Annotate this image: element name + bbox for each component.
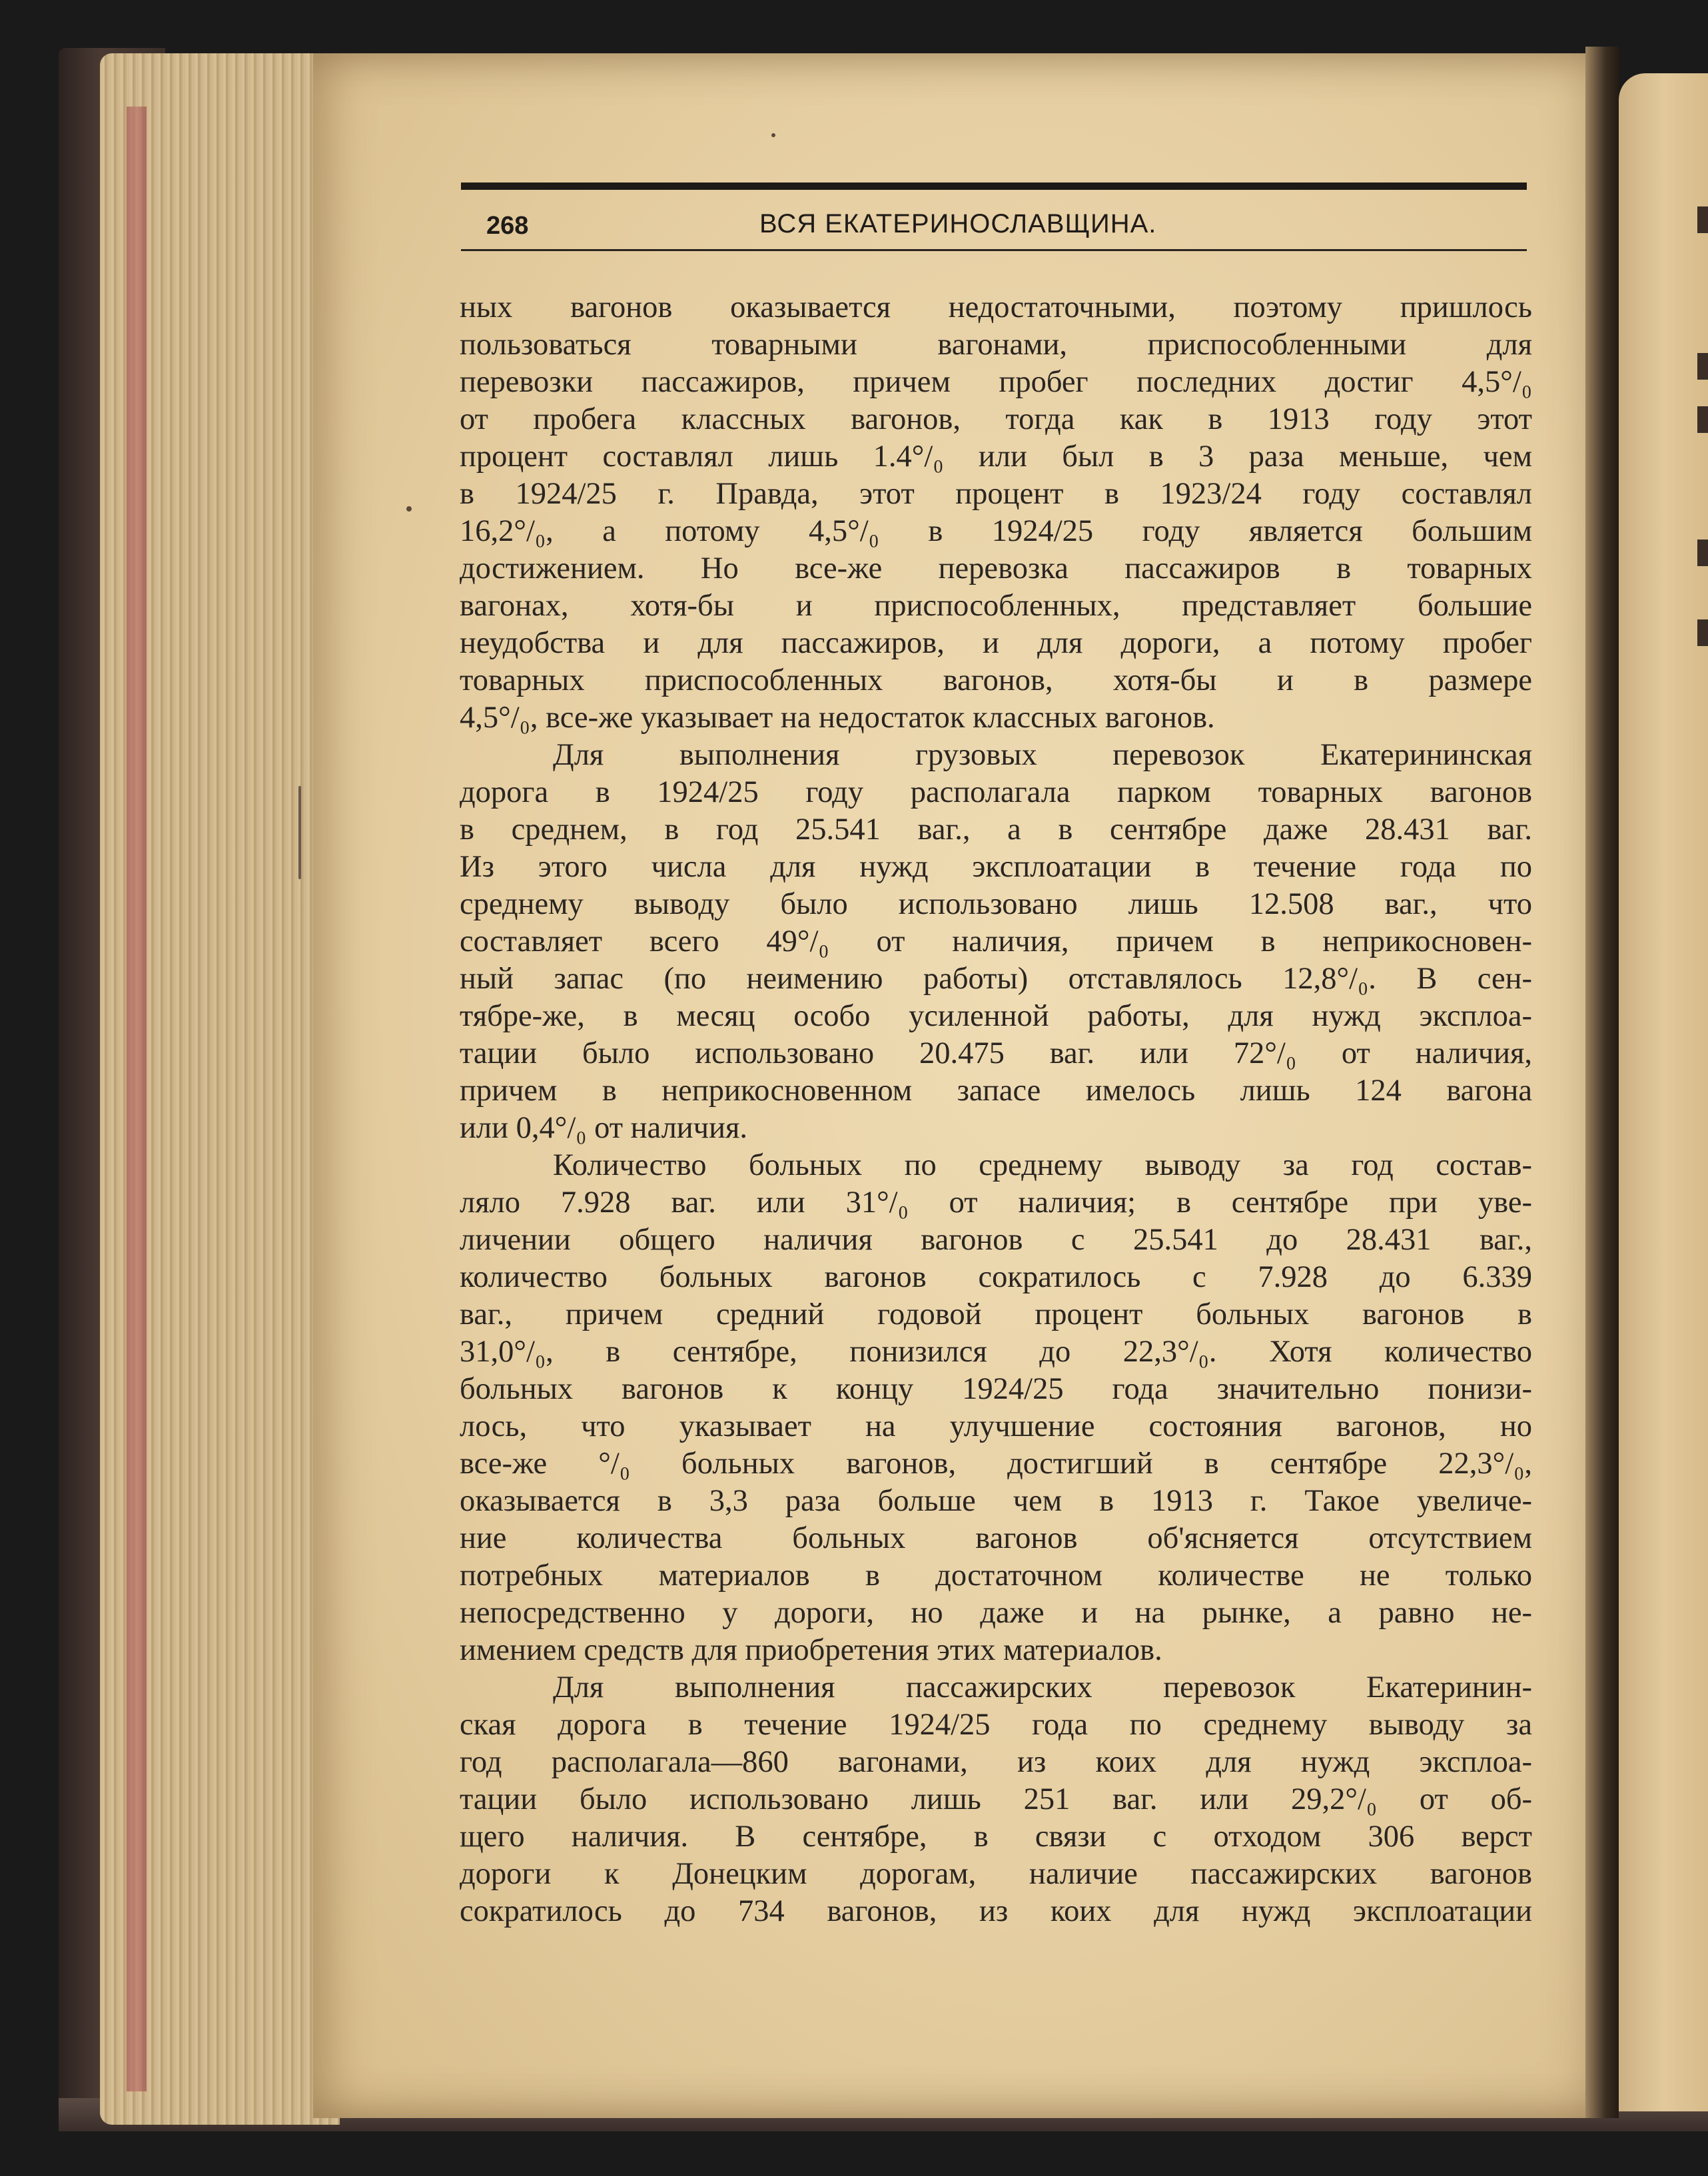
text-line: ваг., причем средний годовой процент больных вагонов в	[460, 1297, 1532, 1331]
text-line: дороги к Донецким дорогам, наличие пассажирских вагонов	[460, 1857, 1532, 1891]
text-line: тации было использовано лишь 251 ваг. или 29,2°/₀ от об-	[460, 1782, 1532, 1816]
text-line: ный запас (по неимению работы) отставлялось 12,8°/₀. В сен-	[460, 962, 1532, 996]
text-line: неудобства и для пассажиров, и для дороги, а потому пробег	[460, 626, 1532, 660]
facing-page-glyph	[1697, 206, 1708, 233]
text-line: составляет всего 49°/₀ от наличия, причем в неприкосновен-	[460, 924, 1532, 958]
facing-page-glyph	[1697, 540, 1708, 566]
facing-page-glyph	[1697, 406, 1708, 433]
text-line: товарных приспособленных вагонов, хотя-бы и в размере	[460, 663, 1532, 697]
text-line: щего наличия. В сентябре, в связи с отходом 306 верст	[460, 1820, 1532, 1854]
text-line: Количество больных по среднему выводу за год состав-	[553, 1148, 1532, 1182]
text-line: количество больных вагонов сократилось с 7.928 до 6.339	[460, 1260, 1532, 1294]
scan-speck	[771, 133, 775, 137]
facing-page-glyph	[1697, 619, 1708, 646]
text-line: в среднем, в год 25.541 ваг., а в сентябре даже 28.431 ваг.	[460, 813, 1532, 847]
text-line: в 1924/25 г. Правда, этот процент в 1923/24 году составлял	[460, 477, 1532, 511]
text-line: перевозки пассажиров, причем пробег последних достиг 4,5°/₀	[460, 365, 1532, 399]
text-line: достижением. Но все-же перевозка пассажиров в товарных	[460, 551, 1532, 585]
header-rule-thick	[461, 182, 1527, 190]
text-line: год располагала—860 вагонами, из коих для нужд эксплоа-	[460, 1745, 1532, 1779]
facing-page-glyph	[1697, 353, 1708, 380]
text-line: Для выполнения пассажирских перевозок Екатеринин-	[553, 1670, 1532, 1704]
text-line: ляло 7.928 ваг. или 31°/₀ от наличия; в сентябре при уве-	[460, 1186, 1532, 1220]
text-line: 4,5°/₀, все-же указывает на недостаток классных вагонов.	[460, 701, 1215, 735]
text-line: тации было использовано 20.475 ваг. или 72°/₀ от наличия,	[460, 1036, 1532, 1070]
text-line: ных вагонов оказывается недостаточными, поэтому пришлось	[460, 290, 1532, 324]
text-line: от пробега классных вагонов, тогда как в 1913 году этот	[460, 402, 1532, 436]
margin-pencil-mark	[298, 786, 301, 879]
page-number: 268	[486, 212, 529, 240]
text-line: процент составлял лишь 1.4°/₀ или был в 3 раза меньше, чем	[460, 440, 1532, 474]
text-line: имением средств для приобретения этих материалов.	[460, 1633, 1162, 1667]
header-rule-thin	[461, 249, 1527, 251]
text-line: дорога в 1924/25 году располагала парком товарных вагонов	[460, 775, 1532, 809]
text-line: ская дорога в течение 1924/25 года по среднему выводу за	[460, 1708, 1532, 1742]
text-line: 31,0°/₀, в сентябре, понизился до 22,3°/₀. Хотя количество	[460, 1335, 1532, 1369]
body-text	[460, 289, 1532, 1930]
text-line: оказывается в 3,3 раза больше чем в 1913 г. Такое увеличе-	[460, 1484, 1532, 1518]
text-line: пользоваться товарными вагонами, приспособленными для	[460, 328, 1532, 362]
text-line: сократилось до 734 вагонов, из коих для нужд эксплоатации	[460, 1894, 1532, 1928]
text-line: все-же °/₀ больных вагонов, достигший в сентябре 22,3°/₀,	[460, 1447, 1532, 1481]
running-head: ВСЯ ЕКАТЕРИНОСЛАВЩИНА.	[759, 209, 1157, 238]
facing-page-edge	[1619, 73, 1708, 2111]
text-line: ние количества больных вагонов об'ясняется отсутствием	[460, 1521, 1532, 1555]
text-line: больных вагонов к концу 1924/25 года значительно понизи-	[460, 1372, 1532, 1406]
scan-speck	[406, 506, 412, 512]
text-line: Из этого числа для нужд эксплоатации в течение года по	[460, 850, 1532, 884]
text-line: непосредственно у дороги, но даже и на рынке, а равно не-	[460, 1596, 1532, 1630]
text-line: Для выполнения грузовых перевозок Екатерининская	[553, 738, 1532, 772]
text-line: 16,2°/₀, а потому 4,5°/₀ в 1924/25 году является большим	[460, 514, 1532, 548]
text-line: тябре-же, в месяц особо усиленной работы, для нужд эксплоа-	[460, 999, 1532, 1033]
text-line: лось, что указывает на улучшение состояния вагонов, но	[460, 1409, 1532, 1443]
text-line: среднему выводу было использовано лишь 12.508 ваг., что	[460, 887, 1532, 921]
text-line: вагонах, хотя-бы и приспособленных, представляет большие	[460, 589, 1532, 623]
page-edge-red-stripe	[127, 107, 147, 2091]
book-gutter	[1585, 47, 1619, 2118]
text-line: или 0,4°/₀ от наличия.	[460, 1111, 747, 1145]
text-line: потребных материалов в достаточном количестве не только	[460, 1559, 1532, 1593]
text-line: причем в неприкосновенном запасе имелось лишь 124 вагона	[460, 1074, 1532, 1108]
text-line: личении общего наличия вагонов с 25.541 до 28.431 ваг.,	[460, 1223, 1532, 1257]
